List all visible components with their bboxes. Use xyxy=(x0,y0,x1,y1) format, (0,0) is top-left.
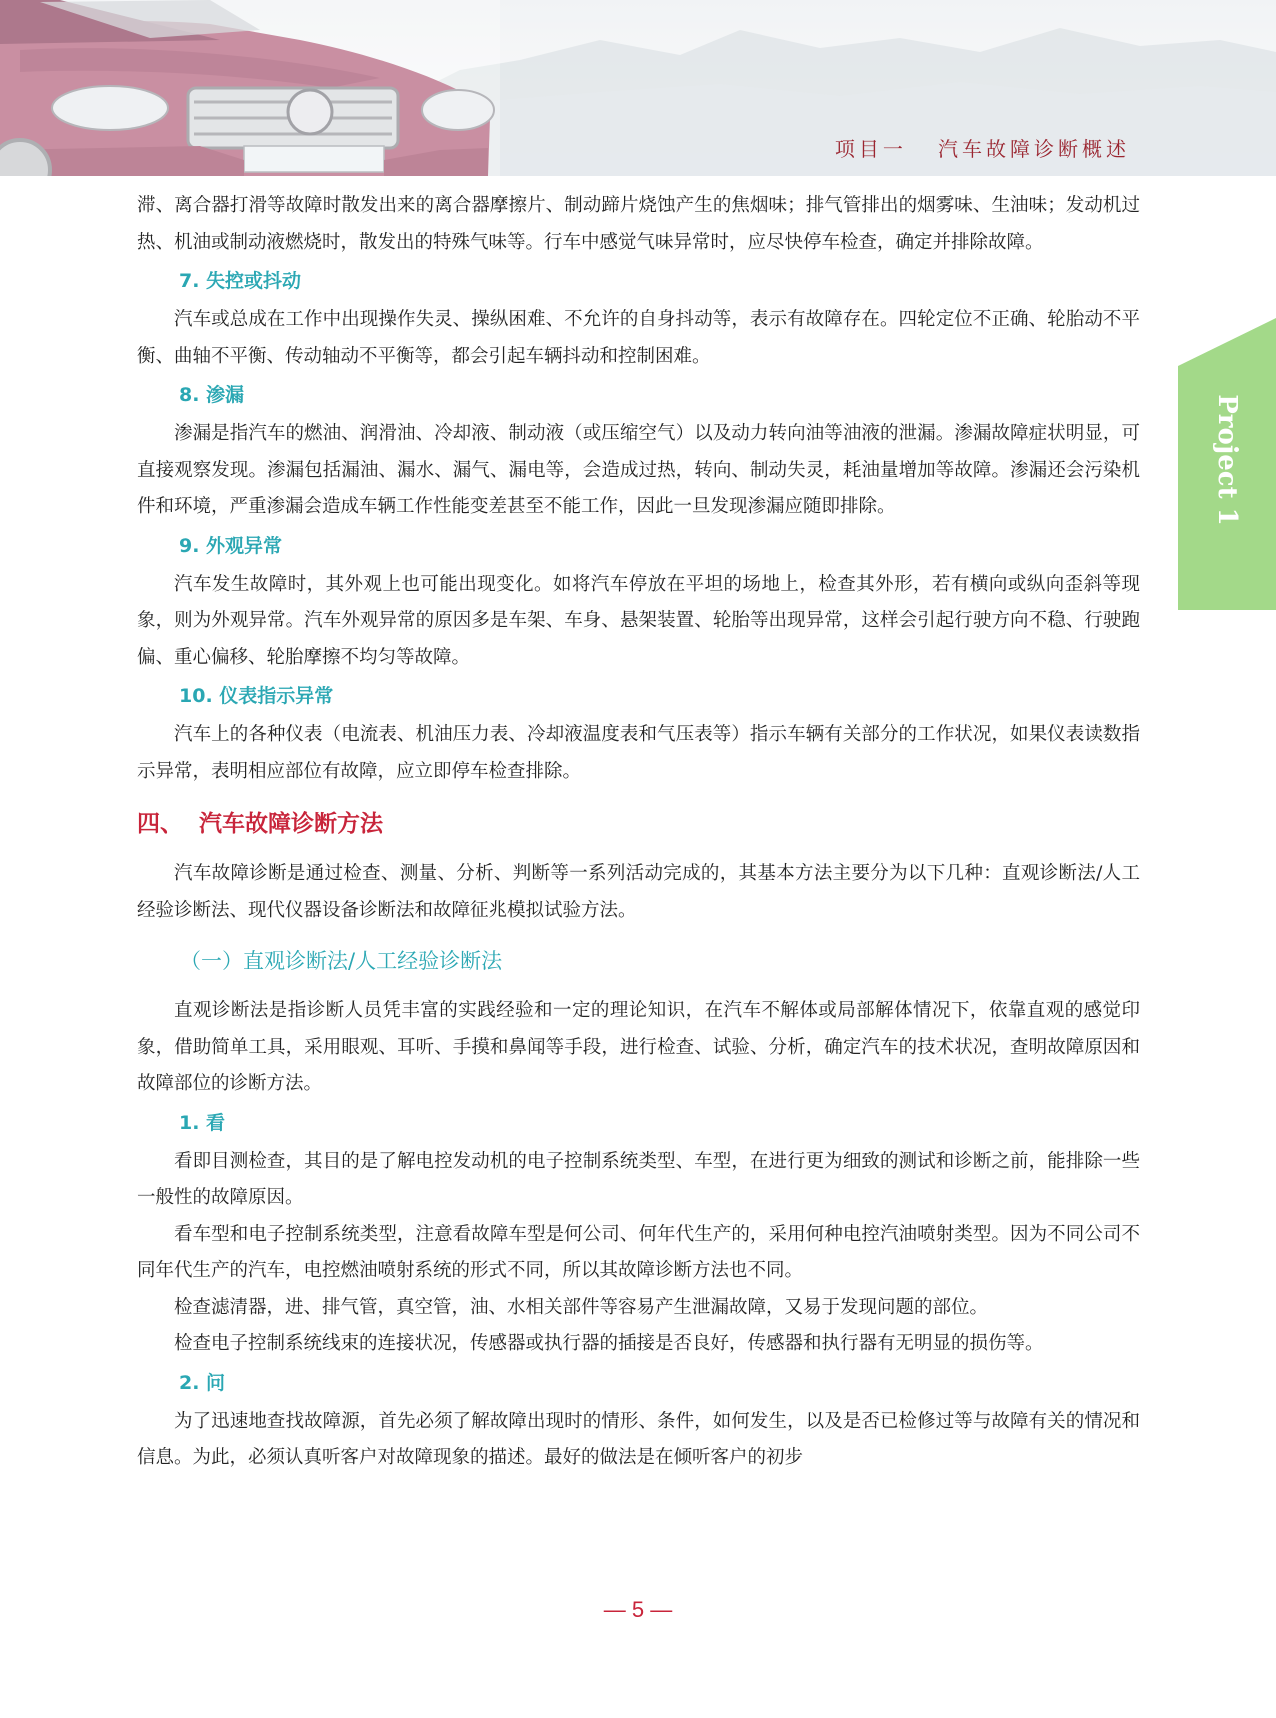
section-heading-8: 8. 渗漏 xyxy=(179,384,245,406)
chapter-tab-label: Project 1 xyxy=(1212,394,1242,526)
chapter-section-title: 四、 汽车故障诊断方法 xyxy=(137,811,384,837)
subsection-title: （一）直观诊断法/人工经验诊断法 xyxy=(180,949,503,973)
paragraph: 渗漏是指汽车的燃油、润滑油、冷却液、制动液（或压缩空气）以及动力转向油等油液的泄漏。渗漏故障症状明显，可直接观察发现。渗漏包括漏油、漏水、漏气、漏电等，会造成过热，转向、制动失灵，耗油量增加等故障。渗漏还会污染机件和环境，严重渗漏会造成车辆工作性能变差甚至不能工作，因此一旦发现渗漏应随即排除。 xyxy=(137,423,1140,517)
section-heading-10: 10. 仪表指示异常 xyxy=(179,685,334,707)
paragraph: 汽车上的各种仪表（电流表、机油压力表、冷却液温度表和气压表等）指示车辆有关部分的工作状况，如果仪表读数指示异常，表明相应部位有故障，应立即停车检查排除。 xyxy=(137,724,1140,782)
paragraph: 检查电子控制系统线束的连接状况，传感器或执行器的插接是否良好，传感器和执行器有无明显的损伤等。 xyxy=(174,1333,1044,1354)
section-heading-9: 9. 外观异常 xyxy=(179,534,283,557)
paragraph: 汽车故障诊断是通过检查、测量、分析、判断等一系列活动完成的，其基本方法主要分为以下几种：直观诊断法/人工经验诊断法、现代仪器设备诊断法和故障征兆模拟试验方法。 xyxy=(137,863,1140,921)
paragraph: 汽车发生故障时，其外观上也可能出现变化。如将汽车停放在平坦的场地上，检查其外形，若有横向或纵向歪斜等现象，则为外观异常。汽车外观异常的原因多是车架、车身、悬架装置、轮胎等出现异常，这样会引起行驶方向不稳、行驶跑偏、重心偏移、轮胎摩擦不均匀等故障。 xyxy=(137,573,1140,668)
paragraph: 滞、离合器打滑等故障时散发出来的离合器摩擦片、制动蹄片烧蚀产生的焦烟味；排气管排出的烟雾味、生油味；发动机过热、机油或制动液燃烧时，散发出的特殊气味等。行车中感觉气味异常时，应尽快停车检查，确定并排除故障。 xyxy=(137,195,1140,253)
paragraph: 看即目测检查，其目的是了解电控发动机的电子控制系统类型、车型，在进行更为细致的测试和诊断之前，能排除一些一般性的故障原因。 xyxy=(137,1150,1140,1208)
running-head: 项目一 汽车故障诊断概述 xyxy=(834,137,1130,161)
paragraph: 检查滤清器，进、排气管，真空管，油、水相关部件等容易产生泄漏故障，又易于发现问题的部位。 xyxy=(174,1296,989,1318)
paragraph: 直观诊断法是指诊断人员凭丰富的实践经验和一定的理论知识，在汽车不解体或局部解体情况下，依靠直观的感觉印象，借助简单工具，采用眼观、耳听、手摸和鼻闻等手段，进行检查、试验、分析，确定汽车的技术状况，查明故障原因和故障部位的诊断方法。 xyxy=(137,1000,1140,1094)
paragraph: 汽车或总成在工作中出现操作失灵、操纵困难、不允许的自身抖动等，表示有故障存在。四轮定位不正确、轮胎动不平衡、曲轴不平衡、传动轴动不平衡等，都会引起车辆抖动和控制困难。 xyxy=(137,309,1140,367)
paragraph: 看车型和电子控制系统类型，注意看故障车型是何公司、何年代生产的，采用何种电控汽油喷射类型。因为不同公司不同年代生产的汽车，电控燃油喷射系统的形式不同，所以其故障诊断方法也不同。 xyxy=(137,1223,1140,1281)
item-heading-ask: 2. 问 xyxy=(179,1371,226,1394)
page-number: — 5 — xyxy=(603,1597,673,1622)
page-content xyxy=(137,188,1140,1477)
paragraph: 为了迅速地查找故障源，首先必须了解故障出现时的情形、条件，如何发生，以及是否已检修过等与故障有关的情况和信息。为此，必须认真听客户对故障现象的描述。最好的做法是在倾听客户的初步 xyxy=(137,1410,1140,1468)
page-header xyxy=(0,0,1276,176)
section-heading-7: 7. 失控或抖动 xyxy=(179,270,302,292)
item-heading-look: 1. 看 xyxy=(179,1111,226,1134)
